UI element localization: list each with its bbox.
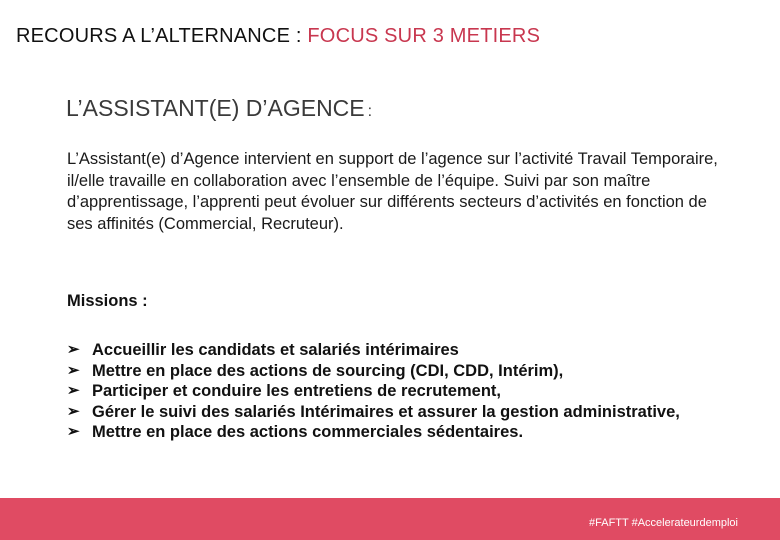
list-item bbox=[67, 402, 727, 423]
arrow-bullet-icon: ➢ bbox=[67, 341, 80, 358]
mission-text: Gérer le suivi des salariés Intérimaires et assurer la gestion administrative, bbox=[92, 402, 680, 421]
list-item bbox=[67, 381, 727, 402]
mission-text: Participer et conduire les entretiens de recrutement, bbox=[92, 382, 501, 400]
arrow-bullet-icon: ➢ bbox=[67, 382, 80, 399]
list-item bbox=[67, 361, 727, 382]
slide-title-prefix: RECOURS A L’ALTERNANCE : bbox=[16, 25, 308, 47]
list-item bbox=[67, 422, 727, 443]
arrow-bullet-icon: ➢ bbox=[67, 402, 80, 420]
section-title bbox=[66, 95, 372, 122]
job-description: L’Assistant(e) d’Agence intervient en support de l’agence sur l’activité Travail Temporaire, il/elle travaille en collaboration avec l’ensemble de l’équipe. Suivi par son maître d’apprentissage, l’apprenti peut évoluer sur différents secteurs d’activités en fonction de ses affinités (Commercial, Recruteur). bbox=[67, 150, 718, 233]
list-item bbox=[67, 340, 727, 361]
mission-text: Mettre en place des actions de sourcing (CDI, CDD, Intérim), bbox=[92, 361, 564, 380]
footer-hashtags: #FAFTT #Accelerateurdemploi bbox=[589, 517, 738, 529]
mission-text: Accueillir les candidats et salariés intérimaires bbox=[92, 341, 459, 359]
slide-title bbox=[16, 25, 540, 48]
slide-title-accent: FOCUS SUR 3 METIERS bbox=[307, 25, 541, 47]
arrow-bullet-icon: ➢ bbox=[67, 423, 80, 440]
section-title-text: L’ASSISTANT(E) D’AGENCE bbox=[66, 95, 365, 121]
arrow-bullet-icon: ➢ bbox=[67, 361, 80, 379]
missions-label: Missions : bbox=[67, 292, 148, 310]
mission-text: Mettre en place des actions commerciales sédentaires. bbox=[92, 423, 524, 441]
section-title-colon: : bbox=[367, 103, 373, 120]
mission-list bbox=[67, 340, 727, 443]
